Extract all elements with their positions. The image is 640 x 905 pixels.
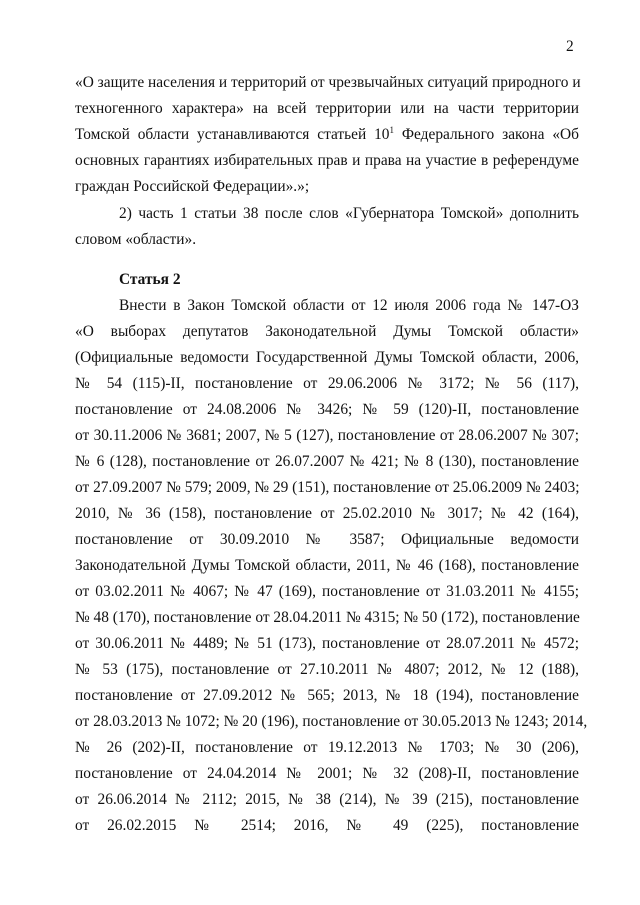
text-line: от 30.11.2006 № 3681; 2007, № 5 (127), постановление от 28.06.2007 № 307;	[75, 427, 579, 444]
text-fragment: Федерального закона «Об	[394, 126, 579, 143]
text-line: от 30.06.2011 № 4489; № 51 (173), постановление от 28.07.2011 № 4572;	[75, 635, 579, 652]
page-number: 2	[566, 38, 574, 55]
text-line: Законодательной Думы Томской области, 2011, № 46 (168), постановление	[75, 557, 579, 574]
text-line: № 54 (115)-II, постановление от 29.06.2006 № 3172; № 56 (117),	[75, 375, 579, 392]
text-line: от 26.02.2015 № 2514; 2016, № 49 (225), постановление	[75, 817, 579, 834]
text-line: № 6 (128), постановление от 26.07.2007 № 421; № 8 (130), постановление	[75, 453, 579, 470]
text-line: № 53 (175), постановление от 27.10.2011 № 4807; 2012, № 12 (188),	[75, 661, 579, 678]
text-line: (Официальные ведомости Государственной Думы Томской области, 2006,	[75, 349, 579, 366]
text-line: 2) часть 1 статьи 38 после слов «Губернатора Томской» дополнить	[119, 205, 579, 222]
text-line: от 26.06.2014 № 2112; 2015, № 38 (214), № 39 (215), постановление	[75, 791, 579, 808]
text-line: «О защите населения и территорий от чрезвычайных ситуаций природного и	[75, 74, 581, 91]
text-line: постановление от 24.08.2006 № 3426; № 59 (120)-II, постановление	[75, 401, 579, 418]
text-line: словом «области».	[75, 231, 197, 248]
superscript: 1	[389, 125, 394, 135]
text-line: техногенного характера» на всей территории или на части территории	[75, 100, 579, 117]
article-heading: Статья 2	[119, 271, 181, 288]
text-line: постановление от 30.09.2010 № 3587; Официальные ведомости	[75, 531, 579, 548]
text-fragment: Томской области устанавливаются статьей 10	[75, 126, 390, 143]
text-line: основных гарантиях избирательных прав и права на участие в референдуме	[75, 152, 579, 169]
text-line: постановление от 24.04.2014 № 2001; № 32 (208)-II, постановление	[75, 765, 579, 782]
text-line: № 48 (170), постановление от 28.04.2011 № 4315; № 50 (172), постановление	[75, 609, 580, 626]
text-line: постановление от 27.09.2012 № 565; 2013, № 18 (194), постановление	[75, 687, 579, 704]
text-line: 2010, № 36 (158), постановление от 25.02.2010 № 3017; № 42 (164),	[75, 505, 579, 522]
text-line: Внести в Закон Томской области от 12 июля 2006 года № 147-ОЗ	[119, 297, 579, 314]
text-line: от 27.09.2007 № 579; 2009, № 29 (151), постановление от 25.06.2009 № 2403;	[75, 479, 580, 496]
text-line: граждан Российской Федерации».»;	[75, 178, 310, 195]
text-line: № 26 (202)-II, постановление от 19.12.2013 № 1703; № 30 (206),	[75, 739, 579, 756]
text-line: от 28.03.2013 № 1072; № 20 (196), постановление от 30.05.2013 № 1243; 2014,	[75, 713, 588, 730]
text-line: от 03.02.2011 № 4067; № 47 (169), постановление от 31.03.2011 № 4155;	[75, 583, 579, 600]
text-line: «О выборах депутатов Законодательной Думы Томской области»	[75, 323, 579, 340]
text-line	[75, 125, 579, 145]
